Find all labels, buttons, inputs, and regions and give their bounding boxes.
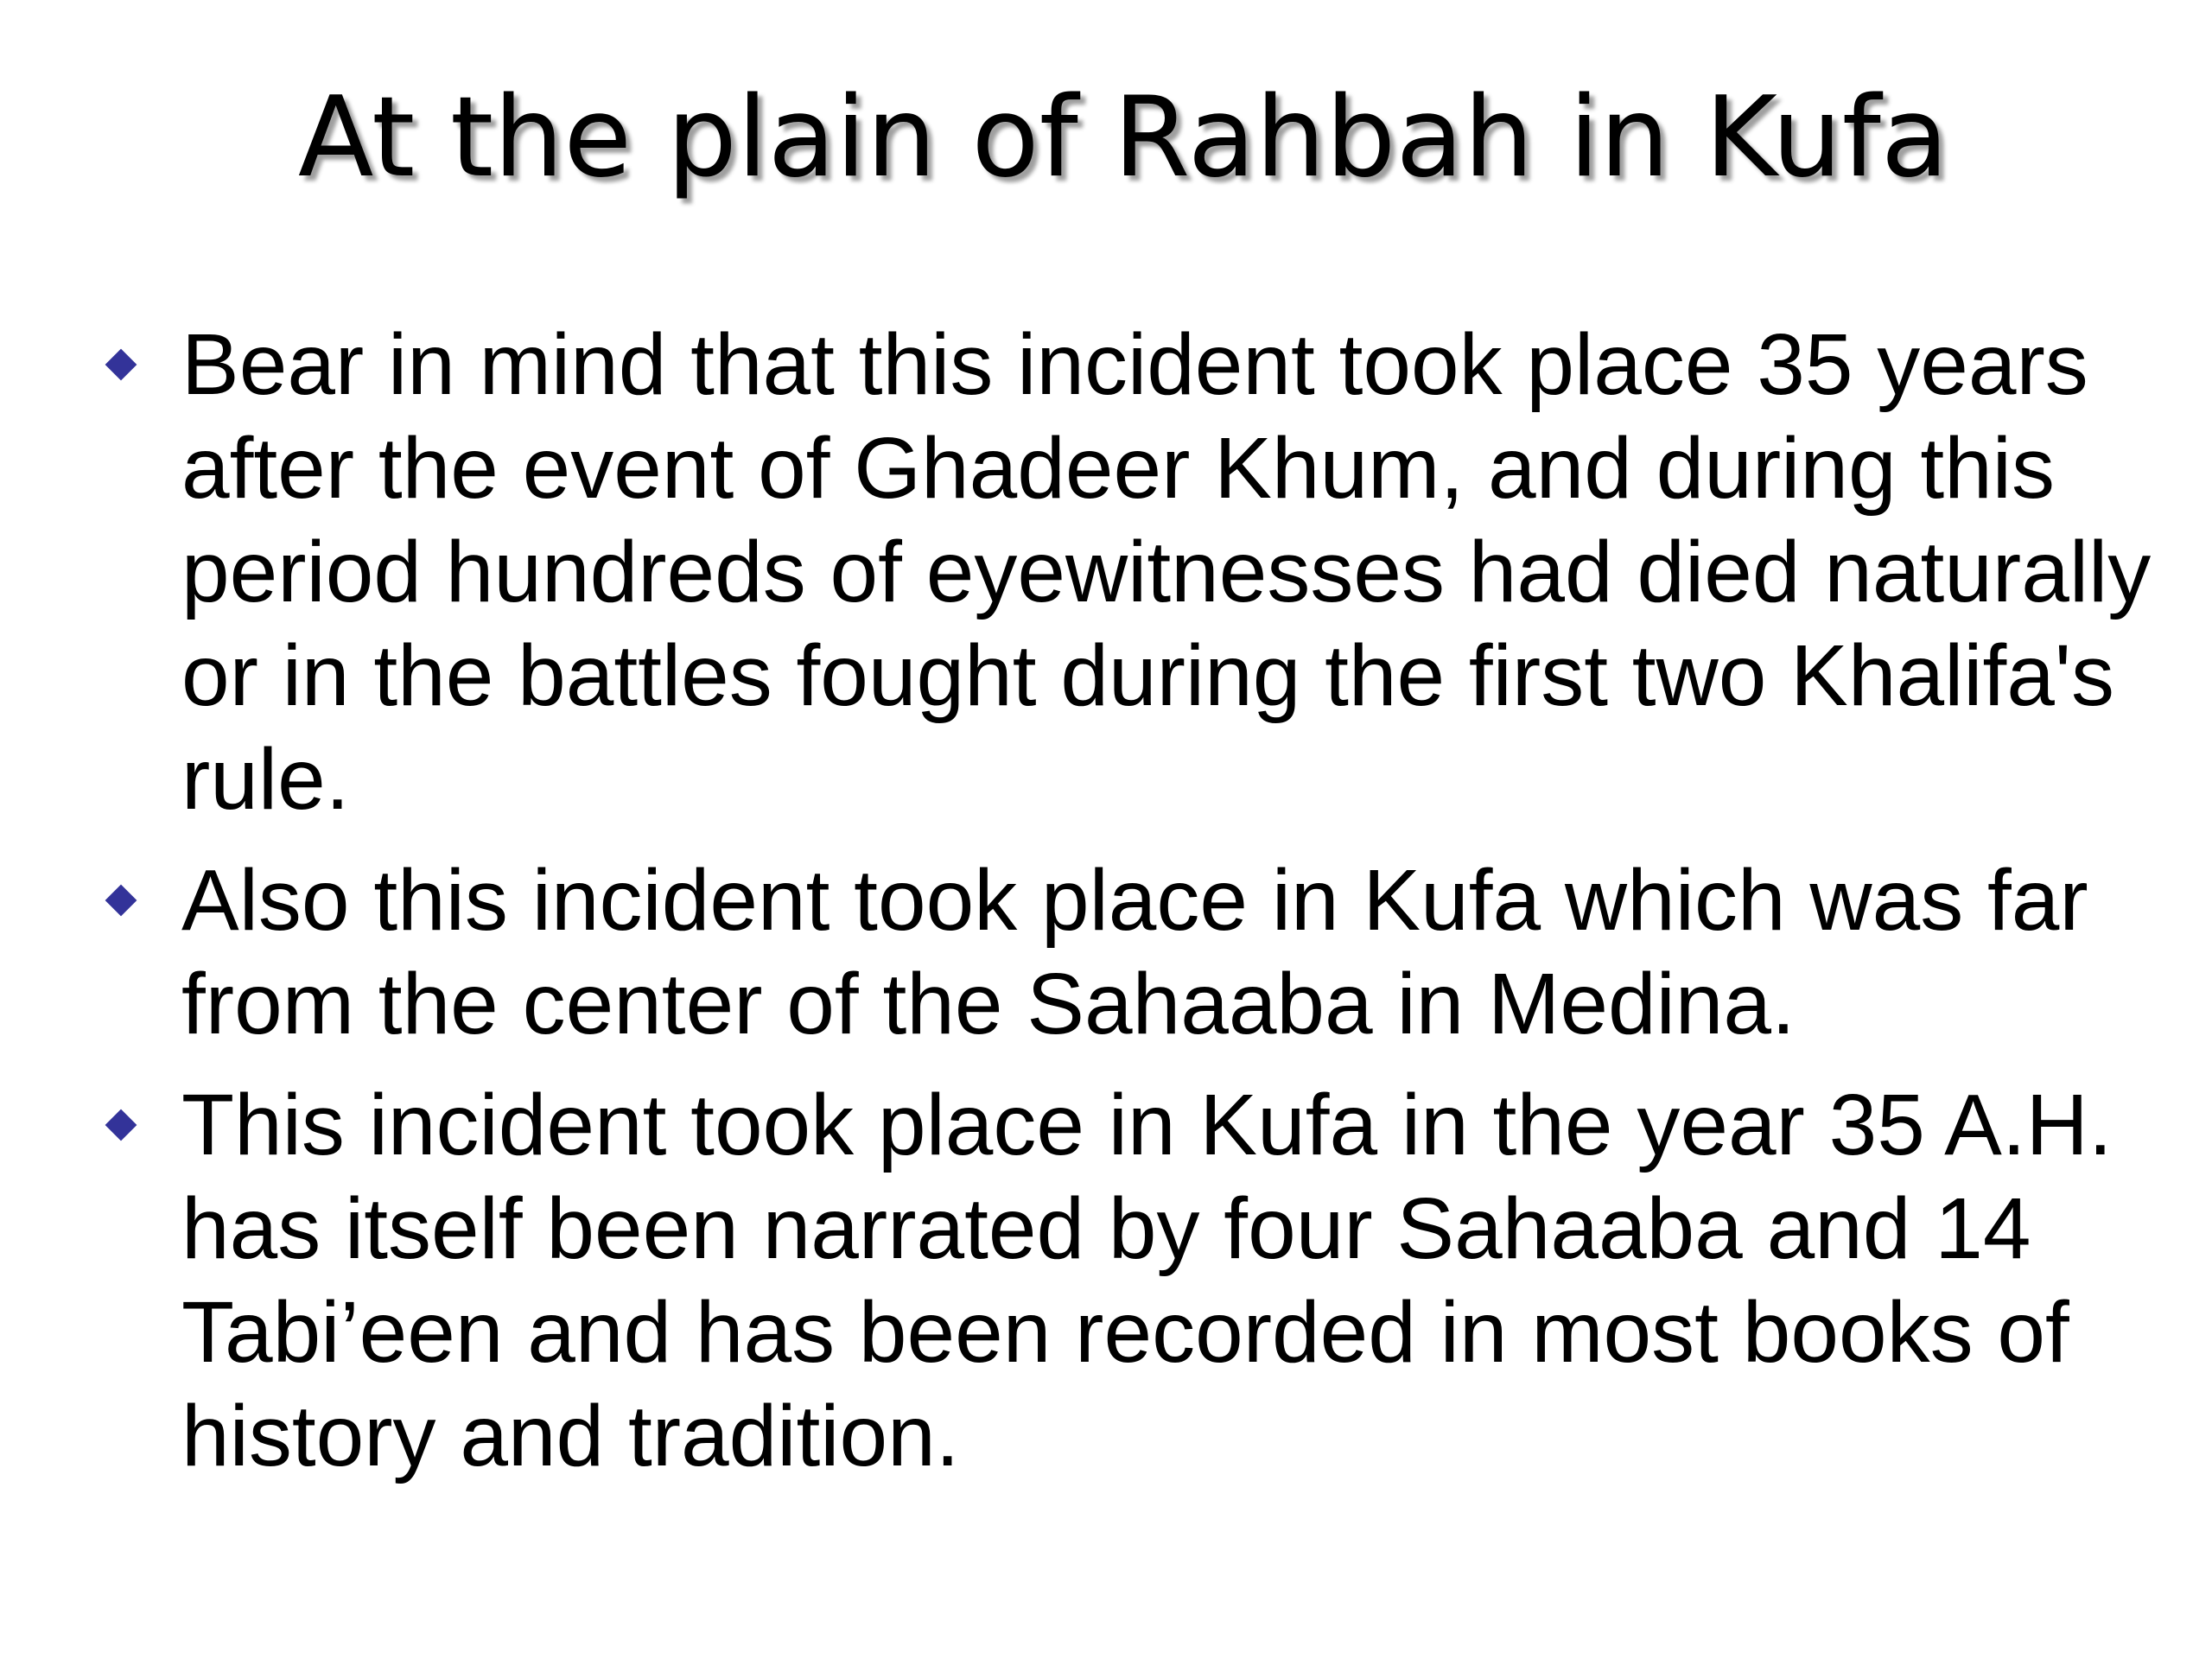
slide-title: At the plain of Rahbah in Kufa: [297, 73, 1949, 202]
bullet-text: This incident took place in Kufa in the year 35 A.H. has itself been narrated by four Sahaaba and 14 Tabi’een and has been recorded in most books of history and tradition.: [181, 1077, 2113, 1484]
diamond-bullet-icon: [105, 1109, 137, 1141]
diamond-bullet-icon: [105, 349, 137, 381]
bullet-item: [0, 1073, 2212, 1488]
bullet-text: Also this incident took place in Kufa which was far from the center of the Sahaaba in Medina.: [181, 852, 2088, 1052]
bullet-item: [0, 849, 2212, 1056]
bullet-text: Bear in mind that this incident took place 35 years after the event of Ghadeer Khum, and during this period hundreds of eyewitnesses had died naturally or in the battles fought during the first two Khalifa's rule.: [181, 316, 2152, 828]
bullet-list: [0, 313, 2212, 1488]
diamond-bullet-icon: [105, 885, 137, 917]
bullet-item: [0, 313, 2212, 831]
